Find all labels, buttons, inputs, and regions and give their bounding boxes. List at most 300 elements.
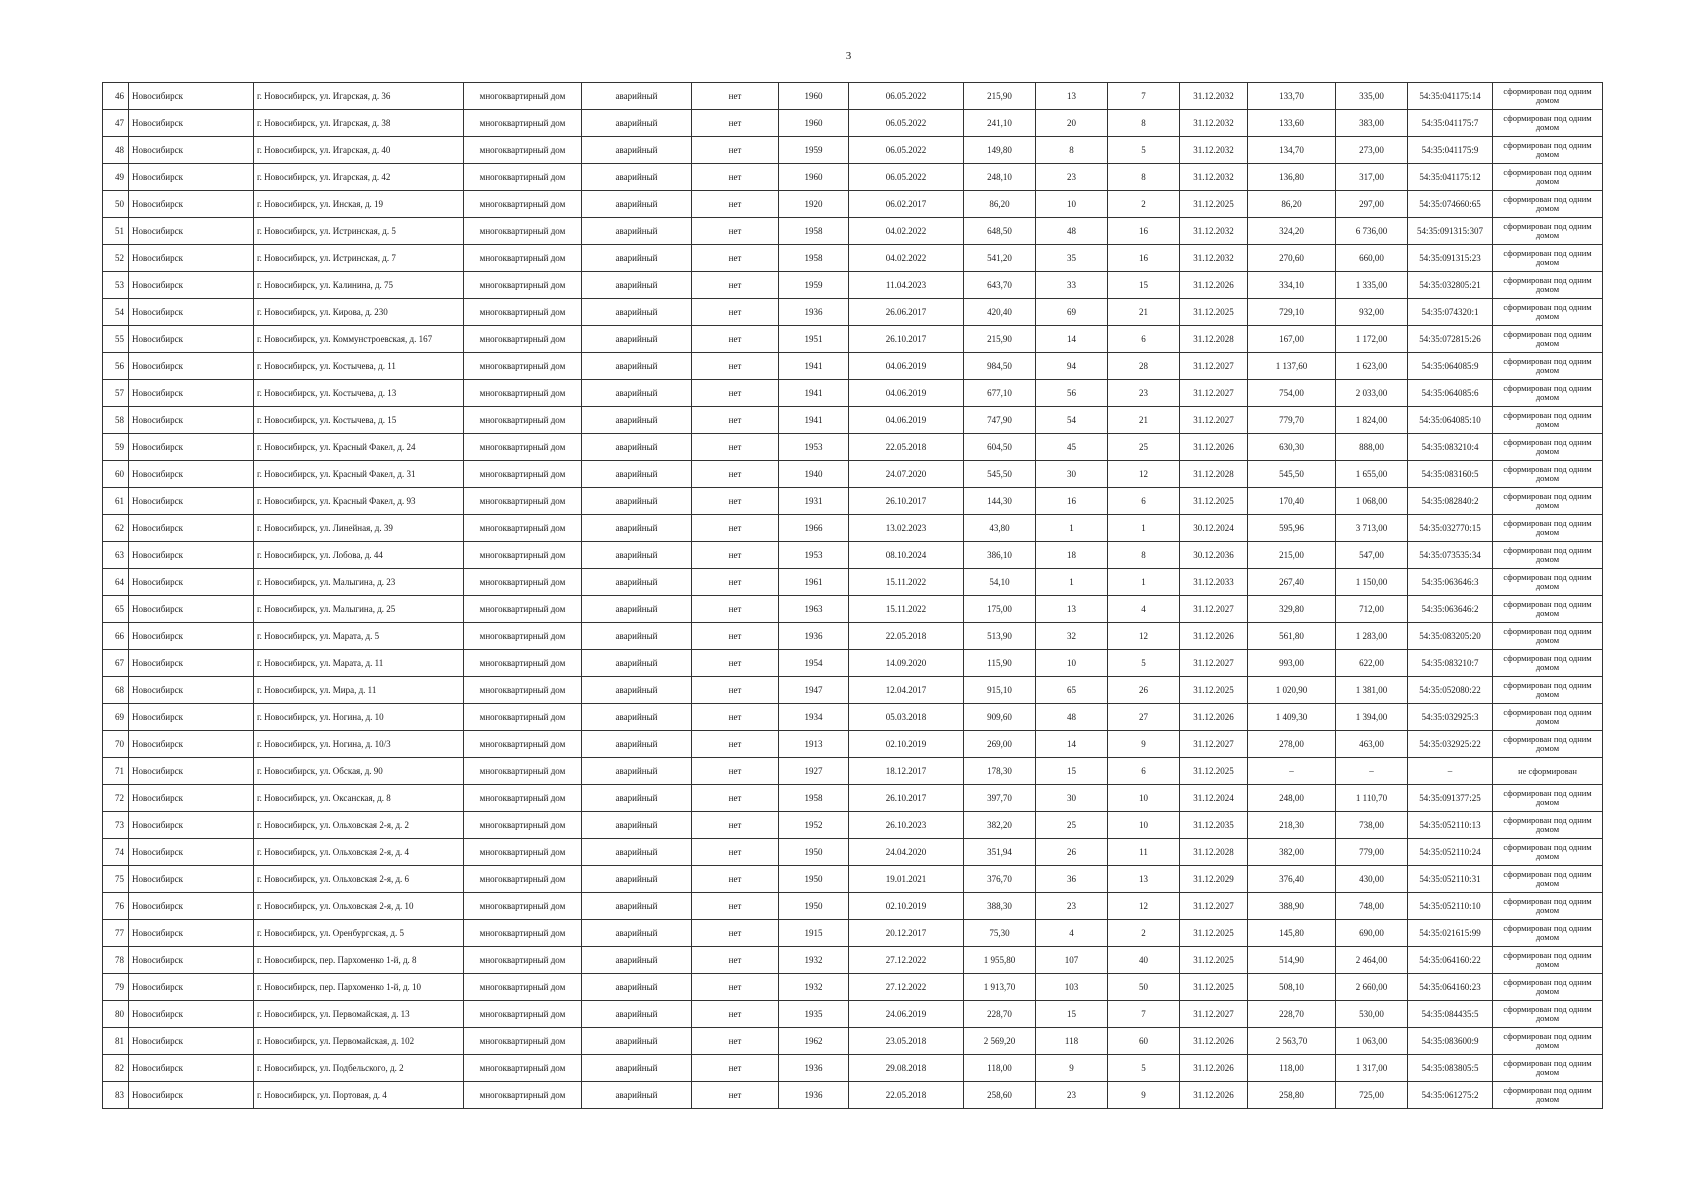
residents-cell: 20 (1036, 110, 1108, 137)
table-row (103, 704, 1603, 731)
address-cell: г. Новосибирск, ул. Костычева, д. 15 (254, 407, 464, 434)
row-number-cell: 78 (103, 947, 129, 974)
residents-cell: 8 (1036, 137, 1108, 164)
land-area-cell: 725,00 (1336, 1082, 1408, 1109)
cadastral-number-cell: 54:35:041175:9 (1408, 137, 1493, 164)
area-cell: 175,00 (964, 596, 1036, 623)
value-cell: 278,00 (1248, 731, 1336, 758)
build-year-cell: 1941 (779, 380, 849, 407)
condition-cell: аварийный (582, 974, 692, 1001)
land-status-cell: сформирован под одним домом (1493, 83, 1603, 110)
condition-cell: аварийный (582, 326, 692, 353)
build-year-cell: 1950 (779, 839, 849, 866)
land-status-cell: сформирован под одним домом (1493, 785, 1603, 812)
condition-cell: аварийный (582, 785, 692, 812)
resettlement-deadline-cell: 31.12.2032 (1180, 218, 1248, 245)
housing-registry-table (102, 82, 1603, 1109)
address-cell: г. Новосибирск, ул. Игарская, д. 36 (254, 83, 464, 110)
premises-cell: 6 (1108, 326, 1180, 353)
resettlement-deadline-cell: 31.12.2032 (1180, 137, 1248, 164)
build-year-cell: 1951 (779, 326, 849, 353)
premises-cell: 4 (1108, 596, 1180, 623)
city-cell: Новосибирск (129, 893, 254, 920)
land-area-cell: 317,00 (1336, 164, 1408, 191)
flag-cell: нет (692, 731, 779, 758)
value-cell: 514,90 (1248, 947, 1336, 974)
build-year-cell: 1915 (779, 920, 849, 947)
resettlement-deadline-cell: 31.12.2025 (1180, 191, 1248, 218)
table-row (103, 920, 1603, 947)
land-status-cell: сформирован под одним домом (1493, 353, 1603, 380)
recognition-date-cell: 26.10.2017 (849, 326, 964, 353)
building-type-cell: многоквартирный дом (464, 110, 582, 137)
resettlement-deadline-cell: 31.12.2026 (1180, 623, 1248, 650)
recognition-date-cell: 22.05.2018 (849, 1082, 964, 1109)
cadastral-number-cell: 54:35:064160:23 (1408, 974, 1493, 1001)
cadastral-number-cell: 54:35:052110:31 (1408, 866, 1493, 893)
building-type-cell: многоквартирный дом (464, 704, 582, 731)
area-cell: 397,70 (964, 785, 1036, 812)
flag-cell: нет (692, 353, 779, 380)
city-cell: Новосибирск (129, 434, 254, 461)
condition-cell: аварийный (582, 380, 692, 407)
premises-cell: 5 (1108, 137, 1180, 164)
condition-cell: аварийный (582, 920, 692, 947)
flag-cell: нет (692, 137, 779, 164)
value-cell: 729,10 (1248, 299, 1336, 326)
value-cell: 334,10 (1248, 272, 1336, 299)
cadastral-number-cell: 54:35:074660:65 (1408, 191, 1493, 218)
value-cell: 779,70 (1248, 407, 1336, 434)
value-cell: 508,10 (1248, 974, 1336, 1001)
city-cell: Новосибирск (129, 488, 254, 515)
row-number-cell: 58 (103, 407, 129, 434)
building-type-cell: многоквартирный дом (464, 434, 582, 461)
flag-cell: нет (692, 812, 779, 839)
build-year-cell: 1962 (779, 1028, 849, 1055)
flag-cell: нет (692, 1028, 779, 1055)
building-type-cell: многоквартирный дом (464, 353, 582, 380)
value-cell: 561,80 (1248, 623, 1336, 650)
address-cell: г. Новосибирск, ул. Портовая, д. 4 (254, 1082, 464, 1109)
building-type-cell: многоквартирный дом (464, 164, 582, 191)
premises-cell: 2 (1108, 920, 1180, 947)
build-year-cell: 1959 (779, 272, 849, 299)
recognition-date-cell: 06.05.2022 (849, 83, 964, 110)
cadastral-number-cell: 54:35:091377:25 (1408, 785, 1493, 812)
value-cell: 133,70 (1248, 83, 1336, 110)
cadastral-number-cell: 54:35:072815:26 (1408, 326, 1493, 353)
flag-cell: нет (692, 515, 779, 542)
flag-cell: нет (692, 1055, 779, 1082)
premises-cell: 7 (1108, 83, 1180, 110)
city-cell: Новосибирск (129, 1082, 254, 1109)
city-cell: Новосибирск (129, 515, 254, 542)
cadastral-number-cell: 54:35:032925:22 (1408, 731, 1493, 758)
residents-cell: 13 (1036, 596, 1108, 623)
address-cell: г. Новосибирск, ул. Инская, д. 19 (254, 191, 464, 218)
table-row (103, 677, 1603, 704)
resettlement-deadline-cell: 31.12.2025 (1180, 299, 1248, 326)
flag-cell: нет (692, 434, 779, 461)
building-type-cell: многоквартирный дом (464, 542, 582, 569)
building-type-cell: многоквартирный дом (464, 1055, 582, 1082)
address-cell: г. Новосибирск, ул. Обская, д. 90 (254, 758, 464, 785)
resettlement-deadline-cell: 31.12.2027 (1180, 353, 1248, 380)
city-cell: Новосибирск (129, 191, 254, 218)
resettlement-deadline-cell: 31.12.2026 (1180, 704, 1248, 731)
residents-cell: 23 (1036, 1082, 1108, 1109)
row-number-cell: 50 (103, 191, 129, 218)
area-cell: 1 955,80 (964, 947, 1036, 974)
build-year-cell: 1950 (779, 893, 849, 920)
table-row (103, 299, 1603, 326)
land-area-cell: 530,00 (1336, 1001, 1408, 1028)
residents-cell: 30 (1036, 785, 1108, 812)
build-year-cell: 1961 (779, 569, 849, 596)
table-row (103, 812, 1603, 839)
land-status-cell: сформирован под одним домом (1493, 1082, 1603, 1109)
condition-cell: аварийный (582, 1055, 692, 1082)
building-type-cell: многоквартирный дом (464, 380, 582, 407)
land-status-cell: сформирован под одним домом (1493, 1028, 1603, 1055)
recognition-date-cell: 23.05.2018 (849, 1028, 964, 1055)
row-number-cell: 52 (103, 245, 129, 272)
premises-cell: 10 (1108, 812, 1180, 839)
condition-cell: аварийный (582, 623, 692, 650)
flag-cell: нет (692, 218, 779, 245)
city-cell: Новосибирск (129, 110, 254, 137)
land-status-cell: сформирован под одним домом (1493, 920, 1603, 947)
row-number-cell: 63 (103, 542, 129, 569)
cadastral-number-cell: 54:35:082840:2 (1408, 488, 1493, 515)
residents-cell: 36 (1036, 866, 1108, 893)
city-cell: Новосибирск (129, 758, 254, 785)
value-cell: 228,70 (1248, 1001, 1336, 1028)
address-cell: г. Новосибирск, ул. Костычева, д. 13 (254, 380, 464, 407)
building-type-cell: многоквартирный дом (464, 1001, 582, 1028)
table-row (103, 1082, 1603, 1109)
row-number-cell: 51 (103, 218, 129, 245)
condition-cell: аварийный (582, 893, 692, 920)
land-area-cell: 1 063,00 (1336, 1028, 1408, 1055)
resettlement-deadline-cell: 31.12.2027 (1180, 650, 1248, 677)
premises-cell: 6 (1108, 488, 1180, 515)
building-type-cell: многоквартирный дом (464, 677, 582, 704)
condition-cell: аварийный (582, 218, 692, 245)
build-year-cell: 1960 (779, 83, 849, 110)
flag-cell: нет (692, 947, 779, 974)
city-cell: Новосибирск (129, 218, 254, 245)
row-number-cell: 57 (103, 380, 129, 407)
building-type-cell: многоквартирный дом (464, 731, 582, 758)
cadastral-number-cell: 54:35:032925:3 (1408, 704, 1493, 731)
land-area-cell: 297,00 (1336, 191, 1408, 218)
recognition-date-cell: 26.10.2017 (849, 488, 964, 515)
value-cell: 382,00 (1248, 839, 1336, 866)
resettlement-deadline-cell: 31.12.2025 (1180, 758, 1248, 785)
value-cell: 329,80 (1248, 596, 1336, 623)
recognition-date-cell: 29.08.2018 (849, 1055, 964, 1082)
condition-cell: аварийный (582, 353, 692, 380)
premises-cell: 12 (1108, 623, 1180, 650)
cadastral-number-cell: 54:35:083210:7 (1408, 650, 1493, 677)
address-cell: г. Новосибирск, ул. Истринская, д. 5 (254, 218, 464, 245)
land-area-cell: 430,00 (1336, 866, 1408, 893)
table-row (103, 137, 1603, 164)
land-area-cell: 738,00 (1336, 812, 1408, 839)
condition-cell: аварийный (582, 650, 692, 677)
address-cell: г. Новосибирск, ул. Оренбургская, д. 5 (254, 920, 464, 947)
table-row (103, 434, 1603, 461)
cadastral-number-cell: 54:35:083600:9 (1408, 1028, 1493, 1055)
premises-cell: 60 (1108, 1028, 1180, 1055)
build-year-cell: 1935 (779, 1001, 849, 1028)
residents-cell: 94 (1036, 353, 1108, 380)
area-cell: 269,00 (964, 731, 1036, 758)
area-cell: 643,70 (964, 272, 1036, 299)
value-cell: 248,00 (1248, 785, 1336, 812)
address-cell: г. Новосибирск, ул. Ногина, д. 10 (254, 704, 464, 731)
address-cell: г. Новосибирск, ул. Ногина, д. 10/3 (254, 731, 464, 758)
condition-cell: аварийный (582, 515, 692, 542)
area-cell: 118,00 (964, 1055, 1036, 1082)
table-row (103, 758, 1603, 785)
value-cell: 86,20 (1248, 191, 1336, 218)
land-area-cell: 1 317,00 (1336, 1055, 1408, 1082)
resettlement-deadline-cell: 31.12.2032 (1180, 164, 1248, 191)
build-year-cell: 1920 (779, 191, 849, 218)
land-area-cell: 1 110,70 (1336, 785, 1408, 812)
row-number-cell: 74 (103, 839, 129, 866)
residents-cell: 25 (1036, 812, 1108, 839)
residents-cell: 32 (1036, 623, 1108, 650)
resettlement-deadline-cell: 31.12.2025 (1180, 974, 1248, 1001)
city-cell: Новосибирск (129, 650, 254, 677)
condition-cell: аварийный (582, 542, 692, 569)
flag-cell: нет (692, 623, 779, 650)
cadastral-number-cell: 54:35:064085:6 (1408, 380, 1493, 407)
land-area-cell: 547,00 (1336, 542, 1408, 569)
premises-cell: 7 (1108, 1001, 1180, 1028)
value-cell: 754,00 (1248, 380, 1336, 407)
address-cell: г. Новосибирск, ул. Игарская, д. 38 (254, 110, 464, 137)
area-cell: 2 569,20 (964, 1028, 1036, 1055)
cadastral-number-cell: – (1408, 758, 1493, 785)
cadastral-number-cell: 54:35:041175:7 (1408, 110, 1493, 137)
land-area-cell: 888,00 (1336, 434, 1408, 461)
building-type-cell: многоквартирный дом (464, 272, 582, 299)
land-status-cell: сформирован под одним домом (1493, 515, 1603, 542)
cadastral-number-cell: 54:35:064085:9 (1408, 353, 1493, 380)
city-cell: Новосибирск (129, 407, 254, 434)
row-number-cell: 81 (103, 1028, 129, 1055)
land-area-cell: 383,00 (1336, 110, 1408, 137)
table-row (103, 731, 1603, 758)
residents-cell: 56 (1036, 380, 1108, 407)
land-status-cell: сформирован под одним домом (1493, 137, 1603, 164)
city-cell: Новосибирск (129, 920, 254, 947)
table-row (103, 407, 1603, 434)
condition-cell: аварийный (582, 272, 692, 299)
building-type-cell: многоквартирный дом (464, 1082, 582, 1109)
area-cell: 382,20 (964, 812, 1036, 839)
cadastral-number-cell: 54:35:052110:10 (1408, 893, 1493, 920)
condition-cell: аварийный (582, 110, 692, 137)
build-year-cell: 1958 (779, 245, 849, 272)
resettlement-deadline-cell: 31.12.2025 (1180, 488, 1248, 515)
premises-cell: 26 (1108, 677, 1180, 704)
table-row (103, 893, 1603, 920)
recognition-date-cell: 06.05.2022 (849, 137, 964, 164)
area-cell: 54,10 (964, 569, 1036, 596)
area-cell: 420,40 (964, 299, 1036, 326)
building-type-cell: многоквартирный дом (464, 515, 582, 542)
address-cell: г. Новосибирск, ул. Оксанская, д. 8 (254, 785, 464, 812)
build-year-cell: 1954 (779, 650, 849, 677)
flag-cell: нет (692, 920, 779, 947)
row-number-cell: 66 (103, 623, 129, 650)
build-year-cell: 1931 (779, 488, 849, 515)
address-cell: г. Новосибирск, ул. Коммунстроевская, д. 167 (254, 326, 464, 353)
area-cell: 677,10 (964, 380, 1036, 407)
value-cell: 215,00 (1248, 542, 1336, 569)
value-cell: 630,30 (1248, 434, 1336, 461)
condition-cell: аварийный (582, 677, 692, 704)
condition-cell: аварийный (582, 191, 692, 218)
recognition-date-cell: 06.02.2017 (849, 191, 964, 218)
flag-cell: нет (692, 596, 779, 623)
build-year-cell: 1966 (779, 515, 849, 542)
area-cell: 388,30 (964, 893, 1036, 920)
area-cell: 351,94 (964, 839, 1036, 866)
residents-cell: 35 (1036, 245, 1108, 272)
residents-cell: 23 (1036, 893, 1108, 920)
table-row (103, 272, 1603, 299)
land-area-cell: 6 736,00 (1336, 218, 1408, 245)
value-cell: 118,00 (1248, 1055, 1336, 1082)
flag-cell: нет (692, 542, 779, 569)
land-area-cell: 1 068,00 (1336, 488, 1408, 515)
address-cell: г. Новосибирск, пер. Пархоменко 1-й, д. 10 (254, 974, 464, 1001)
build-year-cell: 1947 (779, 677, 849, 704)
address-cell: г. Новосибирск, ул. Калинина, д. 75 (254, 272, 464, 299)
resettlement-deadline-cell: 31.12.2032 (1180, 110, 1248, 137)
build-year-cell: 1932 (779, 974, 849, 1001)
cadastral-number-cell: 54:35:074320:1 (1408, 299, 1493, 326)
land-area-cell: 273,00 (1336, 137, 1408, 164)
land-status-cell: сформирован под одним домом (1493, 947, 1603, 974)
residents-cell: 16 (1036, 488, 1108, 515)
land-status-cell: сформирован под одним домом (1493, 1055, 1603, 1082)
land-area-cell: 660,00 (1336, 245, 1408, 272)
land-area-cell: 2 464,00 (1336, 947, 1408, 974)
building-type-cell: многоквартирный дом (464, 893, 582, 920)
city-cell: Новосибирск (129, 569, 254, 596)
value-cell: 218,30 (1248, 812, 1336, 839)
flag-cell: нет (692, 407, 779, 434)
resettlement-deadline-cell: 31.12.2027 (1180, 731, 1248, 758)
premises-cell: 25 (1108, 434, 1180, 461)
land-area-cell: 1 824,00 (1336, 407, 1408, 434)
cadastral-number-cell: 54:35:041175:12 (1408, 164, 1493, 191)
row-number-cell: 80 (103, 1001, 129, 1028)
premises-cell: 15 (1108, 272, 1180, 299)
table-row (103, 326, 1603, 353)
row-number-cell: 75 (103, 866, 129, 893)
residents-cell: 18 (1036, 542, 1108, 569)
building-type-cell: многоквартирный дом (464, 83, 582, 110)
address-cell: г. Новосибирск, ул. Марата, д. 5 (254, 623, 464, 650)
condition-cell: аварийный (582, 299, 692, 326)
value-cell: 133,60 (1248, 110, 1336, 137)
land-status-cell: сформирован под одним домом (1493, 272, 1603, 299)
row-number-cell: 77 (103, 920, 129, 947)
area-cell: 115,90 (964, 650, 1036, 677)
value-cell: 388,90 (1248, 893, 1336, 920)
table-row (103, 623, 1603, 650)
cadastral-number-cell: 54:35:032805:21 (1408, 272, 1493, 299)
recognition-date-cell: 02.10.2019 (849, 893, 964, 920)
flag-cell: нет (692, 974, 779, 1001)
build-year-cell: 1932 (779, 947, 849, 974)
condition-cell: аварийный (582, 812, 692, 839)
cadastral-number-cell: 54:35:063646:2 (1408, 596, 1493, 623)
premises-cell: 40 (1108, 947, 1180, 974)
residents-cell: 118 (1036, 1028, 1108, 1055)
land-area-cell: – (1336, 758, 1408, 785)
city-cell: Новосибирск (129, 785, 254, 812)
premises-cell: 21 (1108, 299, 1180, 326)
row-number-cell: 48 (103, 137, 129, 164)
area-cell: 215,90 (964, 83, 1036, 110)
residents-cell: 14 (1036, 326, 1108, 353)
land-status-cell: сформирован под одним домом (1493, 191, 1603, 218)
premises-cell: 5 (1108, 1055, 1180, 1082)
address-cell: г. Новосибирск, ул. Подбельского, д. 2 (254, 1055, 464, 1082)
row-number-cell: 65 (103, 596, 129, 623)
address-cell: г. Новосибирск, ул. Ольховская 2-я, д. 2 (254, 812, 464, 839)
address-cell: г. Новосибирск, ул. Игарская, д. 40 (254, 137, 464, 164)
table-row (103, 191, 1603, 218)
residents-cell: 10 (1036, 650, 1108, 677)
row-number-cell: 71 (103, 758, 129, 785)
address-cell: г. Новосибирск, пер. Пархоменко 1-й, д. 8 (254, 947, 464, 974)
residents-cell: 1 (1036, 569, 1108, 596)
recognition-date-cell: 04.02.2022 (849, 245, 964, 272)
condition-cell: аварийный (582, 839, 692, 866)
page-number: 3 (845, 50, 852, 62)
city-cell: Новосибирск (129, 353, 254, 380)
recognition-date-cell: 18.12.2017 (849, 758, 964, 785)
residents-cell: 45 (1036, 434, 1108, 461)
city-cell: Новосибирск (129, 461, 254, 488)
area-cell: 178,30 (964, 758, 1036, 785)
flag-cell: нет (692, 299, 779, 326)
flag-cell: нет (692, 488, 779, 515)
recognition-date-cell: 27.12.2022 (849, 947, 964, 974)
table-row (103, 110, 1603, 137)
value-cell: 136,80 (1248, 164, 1336, 191)
land-status-cell: сформирован под одним домом (1493, 650, 1603, 677)
condition-cell: аварийный (582, 569, 692, 596)
resettlement-deadline-cell: 31.12.2025 (1180, 947, 1248, 974)
land-area-cell: 690,00 (1336, 920, 1408, 947)
area-cell: 86,20 (964, 191, 1036, 218)
land-area-cell: 463,00 (1336, 731, 1408, 758)
value-cell: – (1248, 758, 1336, 785)
value-cell: 993,00 (1248, 650, 1336, 677)
